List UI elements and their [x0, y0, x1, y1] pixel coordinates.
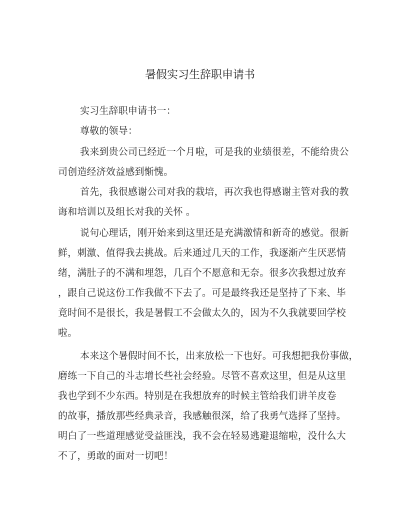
paragraph-2-line-2: 诲和培训以及组长对我的关怀 。 — [58, 207, 196, 218]
paragraph-1-line-1: 我来到贵公司已经近一个月啦，可是我的业绩很差，不能给贵公 — [80, 147, 349, 158]
paragraph-4-line-6: 不了，勇敢的面对一切吧！ — [58, 451, 174, 462]
paragraph-4-line-5: 明白了一些道理感觉受益匪浅，我不会在轻易逃避退缩啦，没什么大 — [58, 431, 347, 442]
paragraph-4-line-4: 的故事，播放那些经典录音，我感触很深，给了我勇气选择了坚持。 — [58, 411, 347, 422]
paragraph-2-line-1: 首先，我很感谢公司对我的栽培，再次我也得感谢主管对我的教 — [80, 187, 349, 198]
paragraph-3-line-1: 说句心理话，刚开始来到这里还是充满激情和新奇的感觉。很新 — [80, 228, 349, 239]
paragraph-1-line-2: 司创造经济效益感到惭愧。 — [58, 167, 174, 178]
paragraph-4-line-1: 本来这个暑假时间不长，出来放松一下也好。可我想把我份事做， — [80, 351, 359, 362]
paragraph-3-line-4: ，跟自己说这份工作我做不下去了。可是最终我还是坚持了下来、毕 — [58, 288, 347, 299]
paragraph-3-line-2: 鲜，刺激、值得我去挑战。后来通过几天的工作，我逐渐产生厌恶情 — [58, 248, 347, 259]
paragraph-4-line-2: 磨练一下自己的斗志增长些社会经验。尽管不喜欢这里，但是从这里 — [58, 371, 347, 382]
document-title: 暑假实习生辞职申请书 — [145, 68, 255, 81]
greeting-line: 尊敬的领导： — [80, 126, 138, 137]
paragraph-3-line-6: 啦。 — [58, 328, 78, 339]
salutation-heading: 实习生辞职申请书一： — [80, 106, 177, 117]
paragraph-3-line-3: 绪，满肚子的不满和埋怨，几百个不愿意和无奈。很多次我想过放弃 — [58, 268, 347, 279]
paragraph-4-line-3: 我也学到不少东西。特别是在我想放弃的时候主管给我们讲羊皮卷 — [58, 391, 337, 402]
paragraph-3-line-5: 竟时间不是很长，我是暑假工不会做太久的，因为不久我就要回学校 — [58, 308, 347, 319]
